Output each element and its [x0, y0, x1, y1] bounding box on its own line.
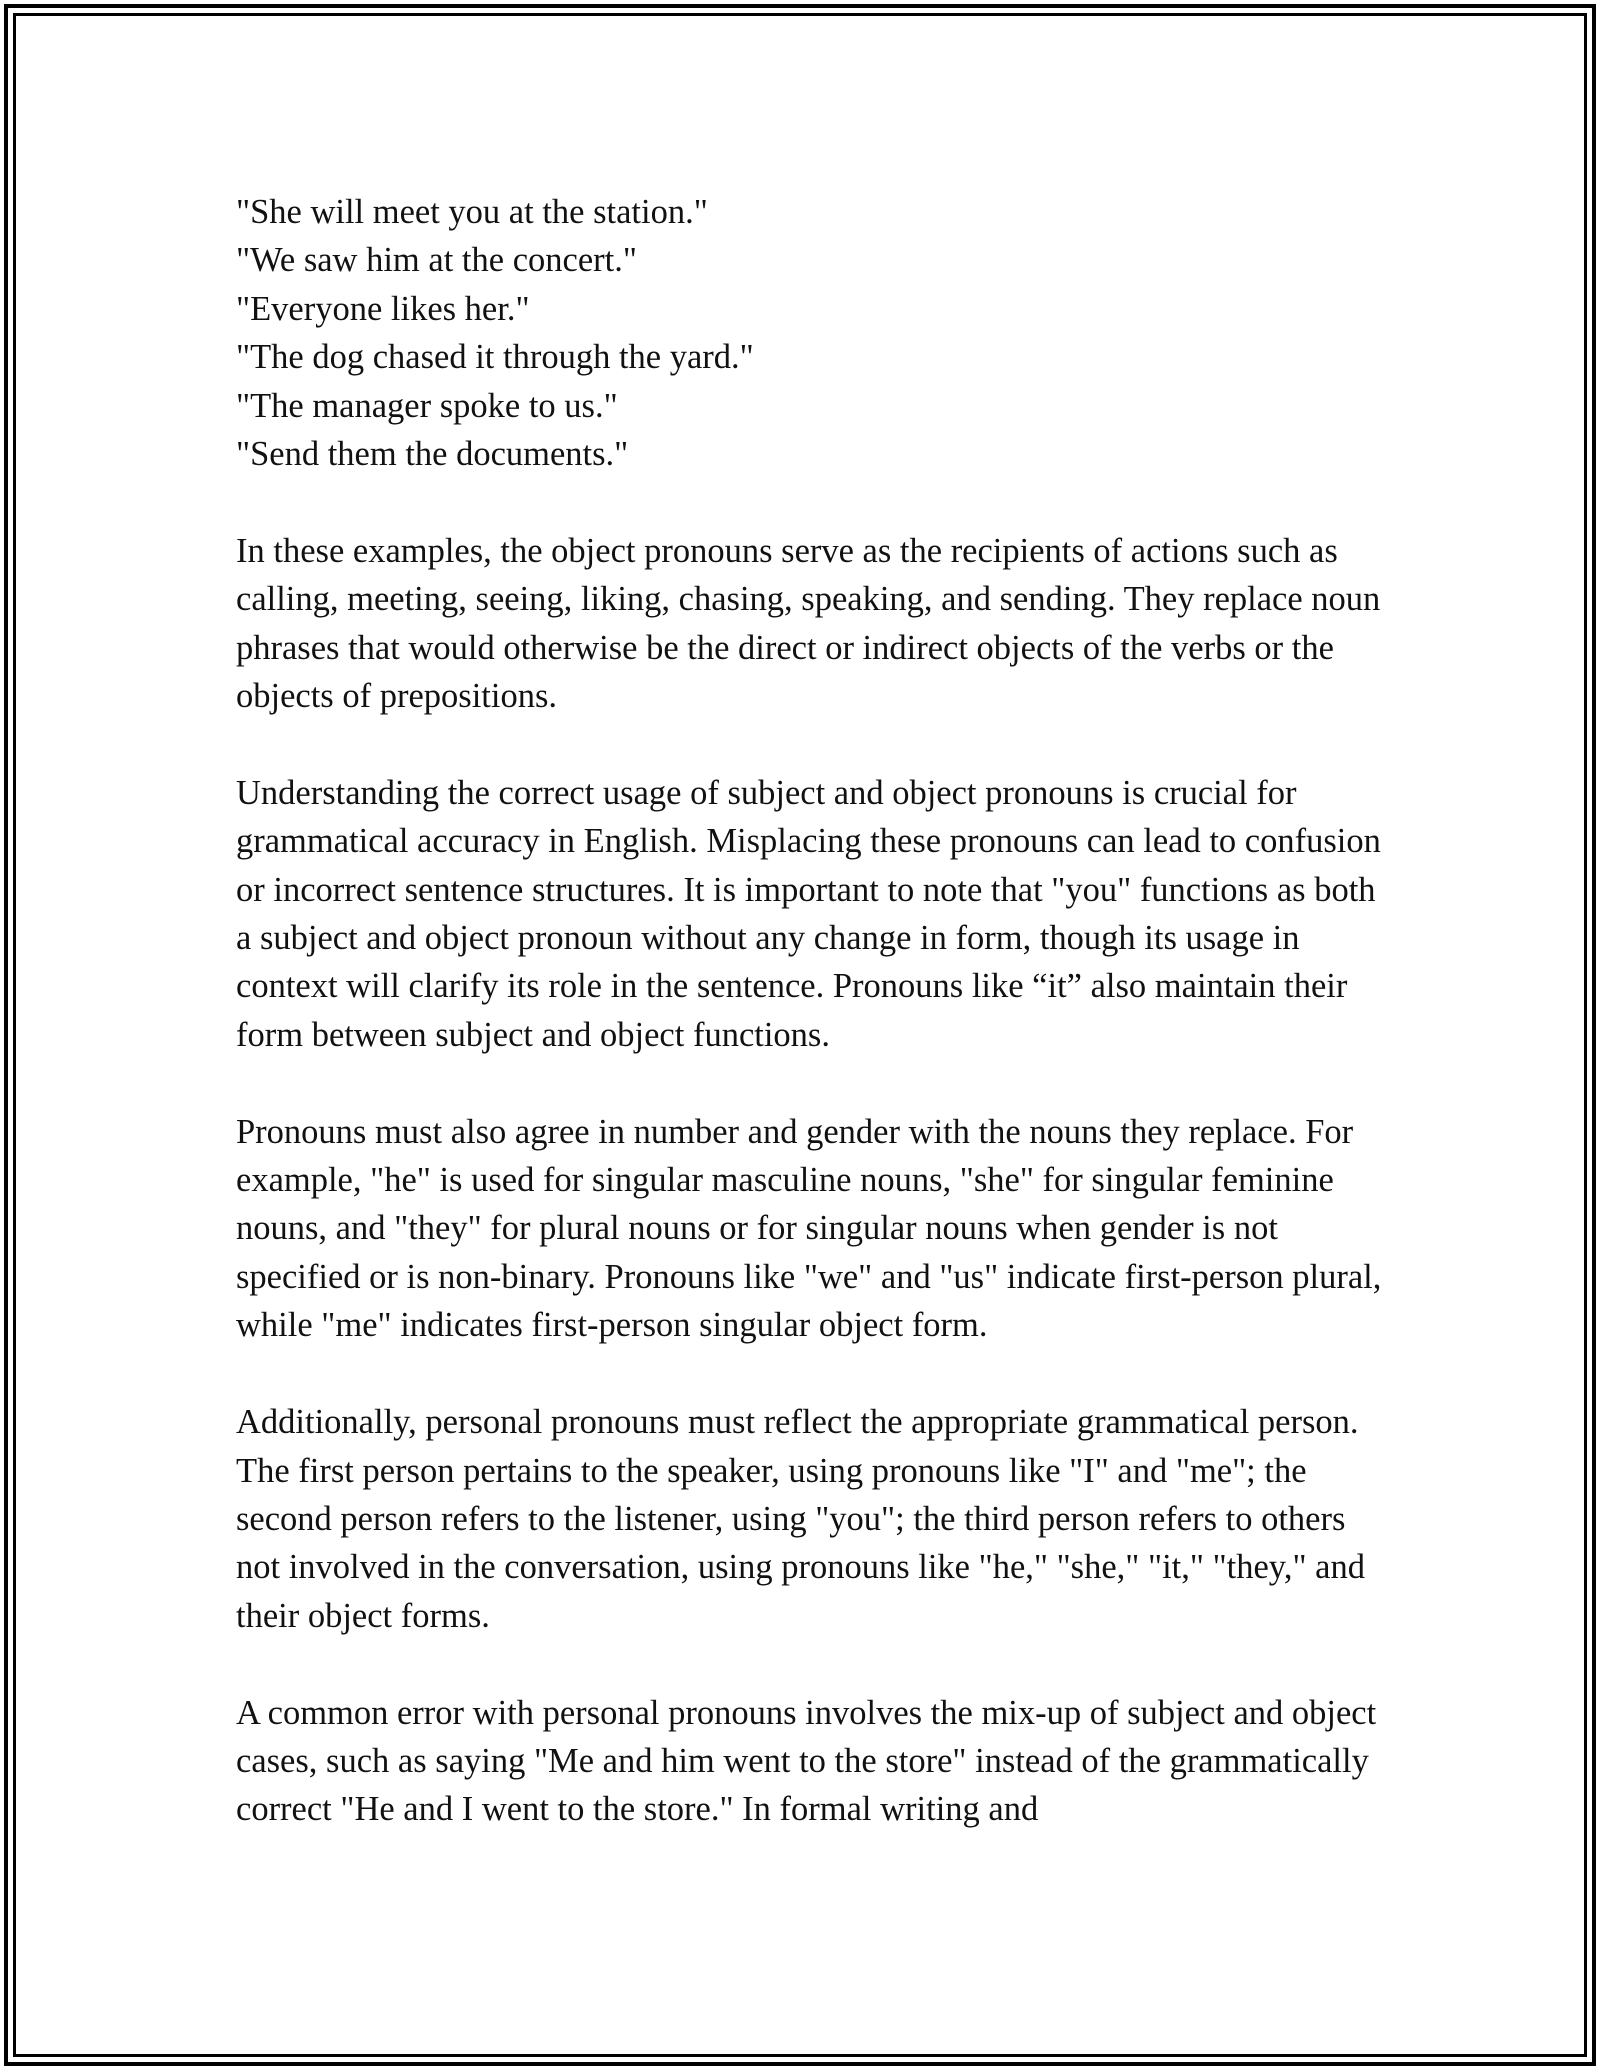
example-sentence: "She will meet you at the station." — [236, 193, 708, 231]
document-body — [236, 188, 1396, 1834]
paragraph-subject-object-usage: Understanding the correct usage of subject and object pronouns is crucial for grammatical accuracy in English. Misplacing these pronouns can lead to confusion or incorrect sentence structures. It is important to note that "you" functions as both a subject and object pronoun without any change in form, though its usage in context will clarify its role in the sentence. Pronouns like “it” also maintain their form between subject and object functions. — [236, 773, 1381, 1054]
example-sentence: "Send them the documents." — [236, 435, 629, 474]
example-sentences-list — [236, 188, 1396, 478]
example-sentence: "The manager spoke to us." — [236, 386, 618, 425]
example-sentence: "Everyone likes her." — [236, 289, 530, 328]
paragraph-object-pronoun-explanation: In these examples, the object pronouns serve as the recipients of actions such as calling, meeting, seeing, liking, chasing, speaking, and sending. They replace noun phrases that would otherwise be the direct or indirect objects of the verbs or the objects of prepositions. — [236, 531, 1381, 716]
paragraph-common-errors: A common error with personal pronouns involves the mix-up of subject and object cases, such as saying "Me and him went to the store" instead of the grammatically correct "He and I went to the store." In formal writing and — [236, 1693, 1377, 1829]
paragraph-grammatical-person: Additionally, personal pronouns must reflect the appropriate grammatical person. The first person pertains to the speaker, using pronouns like "I" and "me"; the second person refers to the listener, using "you"; the third person refers to others not involved in the conversation, using pronouns like "he," "she," "it," "they," and their object forms. — [236, 1403, 1365, 1635]
paragraph-number-gender-agreement: Pronouns must also agree in number and gender with the nouns they replace. For example, "he" is used for singular masculine nouns, "she" for singular feminine nouns, and "they" for plural nouns or for singular nouns when gender is not specified or is non-binary. Pronouns like "we" and "us" indicate first-person plural, while "me" indicates first-person singular object form. — [236, 1112, 1382, 1345]
example-sentence: "The dog chased it through the yard." — [236, 338, 754, 377]
example-sentence: "We saw him at the concert." — [236, 241, 637, 280]
